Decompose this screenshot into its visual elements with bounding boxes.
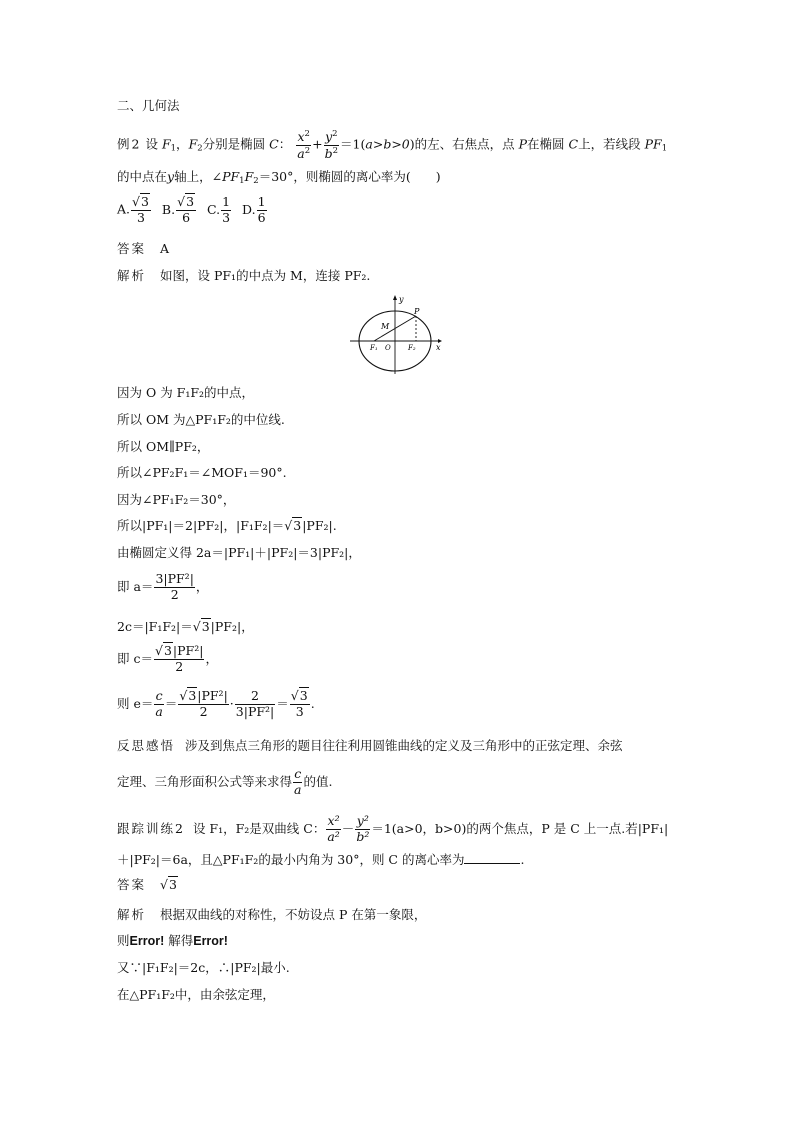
den: 6 xyxy=(257,209,266,225)
var-p: P xyxy=(518,136,528,152)
den: 3 xyxy=(222,209,231,225)
fraction: $\frac{\text{√3|PF²|}}{2}$ xyxy=(154,643,204,674)
step-6-text: 所以|PF₁|＝2|PF₂|，|F₁F₂|＝ xyxy=(117,518,285,533)
text: 设 F₁，F₂是双曲线 C： xyxy=(192,820,326,836)
text: )的左、右焦点，点 xyxy=(409,136,515,152)
text: 上，若线段 xyxy=(578,136,641,152)
section-title xyxy=(117,100,180,113)
answer-sqrt: √3 xyxy=(160,877,177,892)
option-c-fraction xyxy=(221,196,231,224)
option-a-label: A. xyxy=(117,201,131,217)
lhs: 即 a＝ xyxy=(117,578,154,594)
lhs: 即 c＝ xyxy=(117,650,153,666)
error-text: Error! xyxy=(129,934,165,948)
exercise2-analysis xyxy=(117,909,426,922)
exercise2-answer xyxy=(117,879,178,892)
reflection-text: 涉及到焦点三角形的题目往往利用圆锥曲线的定义及三角形中的正弦定理、余弦 xyxy=(185,738,623,753)
num-tail: |PF²| xyxy=(172,643,204,658)
label-x: x xyxy=(436,343,441,352)
var-y: y xyxy=(167,169,175,184)
equation-c xyxy=(117,645,218,673)
text: ＝30°，则椭圆的离心率为( ) xyxy=(258,169,441,184)
text: 设 xyxy=(145,136,158,152)
example2-options xyxy=(117,196,268,224)
text: ＋|PF₂|＝6a，且△PF₁F₂的最小内角为 30°，则 C 的离心率为 xyxy=(117,852,465,867)
answer-value: A xyxy=(160,241,170,256)
var-f: F xyxy=(244,169,254,184)
y-axis-arrow xyxy=(393,295,397,300)
radicand: 3 xyxy=(188,688,197,703)
num: c xyxy=(294,766,302,781)
text: ＝1(a>0，b>0)的两个焦点，P 是 C 上一点.若|PF₁| xyxy=(371,820,669,836)
text: 的中点在 xyxy=(117,169,168,184)
example2-line1 xyxy=(117,130,667,160)
fraction-y2-b2 xyxy=(355,815,370,843)
text: . xyxy=(520,852,525,867)
sub: 2 xyxy=(253,176,259,186)
sup: 2 xyxy=(304,145,311,156)
num: 2 xyxy=(235,690,275,705)
tail: ， xyxy=(205,650,218,666)
sub: 1 xyxy=(661,143,668,154)
den: b² xyxy=(356,828,370,844)
label-y: y xyxy=(399,295,404,304)
den: a² xyxy=(327,828,340,844)
den: 3|PF²| xyxy=(235,703,275,719)
fraction-inverse-a xyxy=(235,690,275,718)
sub: 1 xyxy=(170,143,177,154)
colon: ： xyxy=(278,136,292,152)
option-a-fraction: $\frac{√3}{3}$ xyxy=(132,194,149,225)
label-p: P xyxy=(414,307,420,316)
step-4: 所以∠PF₂F₁＝∠MOF₁＝90°. xyxy=(117,465,287,480)
den: 2 xyxy=(175,658,184,674)
sub: 1 xyxy=(239,176,245,186)
num: x² xyxy=(327,813,340,828)
sqrt: √3 xyxy=(284,518,302,533)
den: a xyxy=(294,781,302,797)
var-pf: PF xyxy=(222,169,240,184)
num: 3|PF²| xyxy=(155,571,194,586)
text: 则 xyxy=(117,933,130,948)
analysis-label: 解析 xyxy=(117,268,147,283)
radicand: 3 xyxy=(186,194,195,209)
reflection-text: 的值. xyxy=(303,773,333,789)
answer-blank[interactable] xyxy=(464,853,520,864)
label-m: M xyxy=(381,322,390,331)
exercise2-error-line xyxy=(117,935,228,948)
sqrt: √3 xyxy=(192,619,210,634)
tail: |PF₂|， xyxy=(210,619,254,634)
fraction xyxy=(154,573,194,601)
den: 2 xyxy=(170,586,179,602)
radicand: 3 xyxy=(201,619,210,634)
den: 3 xyxy=(295,703,304,719)
ellipse-figure xyxy=(350,294,445,376)
den: 3 xyxy=(137,209,145,225)
den: 6 xyxy=(182,209,191,225)
den: a xyxy=(155,703,163,719)
step-7: 由椭圆定义得 2a＝|PF₁|＋|PF₂|＝3|PF₂|， xyxy=(117,545,361,560)
sup: 2 xyxy=(332,145,339,156)
label-f1: F₁ xyxy=(370,344,378,352)
fraction-result: $\frac{√3}{3}$ xyxy=(290,688,308,719)
num: 1 xyxy=(257,194,266,209)
section-title-text: 二、几何法 xyxy=(117,98,180,113)
den: 2 xyxy=(199,703,208,719)
step-5: 因为∠PF₁F₂＝30°， xyxy=(117,492,236,507)
radicand: 3 xyxy=(140,194,149,209)
equation-a xyxy=(117,573,208,601)
exercise2-line2 xyxy=(117,853,524,867)
reflection-label: 反思感悟 xyxy=(117,738,176,753)
example2-answer xyxy=(117,243,169,256)
step-6-tail: |PF₂|. xyxy=(302,518,337,533)
sup: 2 xyxy=(304,129,310,139)
answer-label: 答案 xyxy=(117,877,147,892)
step-2: 所以 OM 为△PF₁F₂的中位线. xyxy=(117,412,285,427)
fraction-x2-a2 xyxy=(326,815,340,843)
error-text: Error! xyxy=(193,934,228,948)
sub: 2 xyxy=(197,143,203,154)
condition: a>b>0 xyxy=(365,136,410,152)
fraction-y2-b2 xyxy=(324,130,339,160)
exercise-label: 跟踪训练2 xyxy=(117,820,185,836)
plus: + xyxy=(312,136,323,152)
equation-e xyxy=(117,690,315,718)
exercise2-line1 xyxy=(117,815,668,843)
lhs: 则 e＝ xyxy=(117,695,154,711)
example2-label: 例2 xyxy=(117,136,142,152)
dot: · xyxy=(229,695,234,711)
reflection-line1 xyxy=(117,740,623,753)
num: 1 xyxy=(222,194,231,209)
equals: ＝ xyxy=(164,695,178,711)
text: ＝1( xyxy=(340,136,366,152)
fraction-x2-a2 xyxy=(296,130,311,160)
step-1: 因为 O 为 F₁F₂的中点， xyxy=(117,385,255,400)
var-c: C xyxy=(269,136,279,152)
radicand: 3 xyxy=(299,688,308,703)
option-d-fraction xyxy=(257,196,267,224)
var-f1: F xyxy=(161,136,171,152)
text: 在椭圆 xyxy=(527,136,565,152)
equation-2c xyxy=(117,621,254,634)
label-f2: F₂ xyxy=(408,344,416,352)
den: a xyxy=(297,145,305,161)
analysis-intro: 如图，设 PF₁的中点为 M，连接 PF₂. xyxy=(160,268,371,283)
num: x xyxy=(297,129,305,144)
fraction-c-a xyxy=(293,768,302,796)
num: c xyxy=(155,688,163,703)
exercise2-because: 又∵|F₁F₂|＝2c，∴|PF₂|最小. xyxy=(117,960,290,975)
example2-line2 xyxy=(117,171,441,186)
var-f2: F xyxy=(188,136,198,152)
sup: 2 xyxy=(332,129,338,139)
option-b-fraction: $\frac{√3}{6}$ xyxy=(177,194,195,225)
analysis-label: 解析 xyxy=(117,907,147,922)
minus: － xyxy=(341,820,355,836)
equals: ＝ xyxy=(276,695,289,711)
var-c: C xyxy=(568,136,579,152)
exercise2-last: 在△PF₁F₂中，由余弦定理， xyxy=(117,987,275,1002)
reflection-line2 xyxy=(117,768,332,796)
fraction-c-value: $\frac{\text{√3|PF²|}}{2}$ xyxy=(179,688,228,719)
comma: ， xyxy=(176,136,189,152)
text: 分别是椭圆 xyxy=(202,136,266,152)
tail: ， xyxy=(195,578,209,594)
radicand: 3 xyxy=(168,877,177,892)
fraction-c-a xyxy=(154,690,163,718)
text: 轴上，∠ xyxy=(174,169,223,184)
tail: . xyxy=(310,695,315,711)
reflection-text: 定理、三角形面积公式等来求得 xyxy=(117,773,293,789)
option-c-label: C. xyxy=(207,201,221,217)
step-6 xyxy=(117,520,337,533)
lhs: 2c＝|F₁F₂|＝ xyxy=(117,619,193,634)
label-o: O xyxy=(385,344,391,352)
option-b-label: B. xyxy=(161,201,176,217)
analysis-text: 根据双曲线的对称性，不妨设点 P 在第一象限， xyxy=(160,907,427,922)
num-tail: |PF²| xyxy=(197,688,228,703)
den: b xyxy=(324,145,333,161)
var-pf1: PF xyxy=(644,136,662,152)
radicand: 3 xyxy=(163,643,172,658)
text: 解得 xyxy=(164,933,194,948)
option-d-label: D. xyxy=(242,201,256,217)
num: y xyxy=(325,129,333,144)
num: y² xyxy=(356,813,369,828)
step-3: 所以 OM∥PF₂， xyxy=(117,439,210,454)
answer-label: 答案 xyxy=(117,241,147,256)
radicand: 3 xyxy=(293,518,302,533)
example2-analysis xyxy=(117,270,370,283)
